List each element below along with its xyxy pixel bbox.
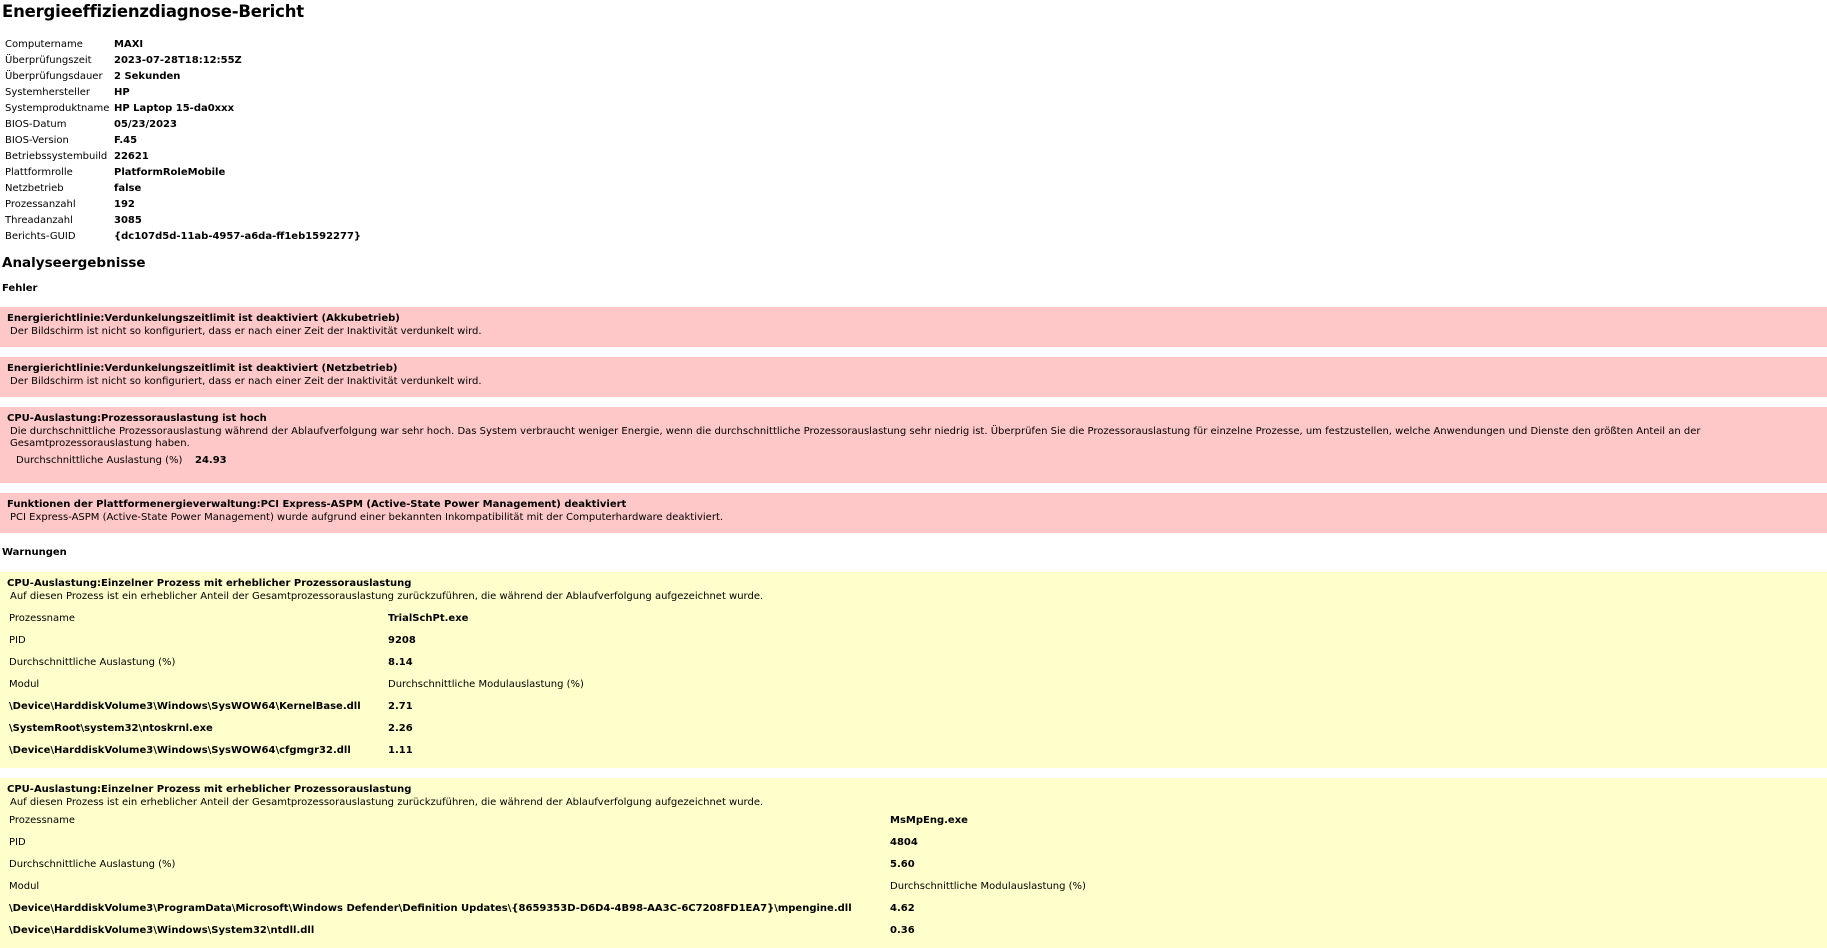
info-row xyxy=(5,37,361,53)
row-value: 9208 xyxy=(388,634,416,646)
metric-value: 24.93 xyxy=(195,455,227,466)
row-value: Durchschnittliche Modulauslastung (%) xyxy=(388,678,584,690)
row-label: Prozessname xyxy=(9,814,76,826)
error-title: Energierichtlinie:Verdunkelungszeitlimit ist deaktiviert (Akkubetrieb) xyxy=(7,313,400,324)
system-info-table xyxy=(5,37,361,245)
info-label: Computername xyxy=(5,39,83,50)
info-label: Überprüfungsdauer xyxy=(5,71,103,82)
info-value: 05/23/2023 xyxy=(114,119,177,130)
metric-row xyxy=(7,455,1820,466)
error-title: Funktionen der Plattformenergieverwaltung:PCI Express-ASPM (Active-State Power Management) deaktiviert xyxy=(7,499,627,510)
module-path: \Device\HarddiskVolume3\Windows\SysWOW64\cfgmgr32.dll xyxy=(9,744,351,756)
errors-heading: Fehler xyxy=(2,283,38,294)
row-value: Durchschnittliche Modulauslastung (%) xyxy=(890,880,1086,892)
table-row xyxy=(9,673,584,695)
info-label: Netzbetrieb xyxy=(5,183,64,194)
info-value: PlatformRoleMobile xyxy=(114,167,226,178)
warning-title: CPU-Auslastung:Einzelner Prozess mit erheblicher Prozessorauslastung xyxy=(7,578,412,589)
info-value: F.45 xyxy=(114,135,138,146)
error-title: Energierichtlinie:Verdunkelungszeitlimit ist deaktiviert (Netzbetrieb) xyxy=(7,363,398,374)
table-row xyxy=(9,607,584,629)
row-label: Modul xyxy=(9,880,40,892)
error-description: Der Bildschirm ist nicht so konfiguriert, dass er nach einer Zeit der Inaktivität verdunkelt wird. xyxy=(10,326,482,337)
module-path: \Device\HarddiskVolume3\Windows\System32\ntdll.dll xyxy=(9,924,315,936)
table-row xyxy=(9,651,584,673)
info-row xyxy=(5,181,361,197)
table-row xyxy=(9,853,1086,875)
row-value: 5.60 xyxy=(890,858,915,870)
info-label: Systemproduktname xyxy=(5,103,110,114)
info-label: Threadanzahl xyxy=(5,215,73,226)
table-row xyxy=(9,717,584,739)
row-label: Durchschnittliche Auslastung (%) xyxy=(9,858,176,870)
info-row xyxy=(5,101,361,117)
table-row xyxy=(9,897,1086,919)
row-value: TrialSchPt.exe xyxy=(388,612,469,624)
table-row xyxy=(9,809,1086,831)
error-item xyxy=(0,407,1827,483)
error-title: CPU-Auslastung:Prozessorauslastung ist hoch xyxy=(7,413,267,424)
warning-item xyxy=(0,778,1827,948)
info-value: 2023-07-28T18:12:55Z xyxy=(114,55,242,66)
info-label: Betriebssystembuild xyxy=(5,151,108,162)
info-label: Plattformrolle xyxy=(5,167,73,178)
row-value: 8.14 xyxy=(388,656,413,668)
info-value: 3085 xyxy=(114,215,142,226)
row-label: PID xyxy=(9,634,26,646)
error-description: Die durchschnittliche Prozessorauslastung während der Ablaufverfolgung war sehr hoch. Das System verbraucht weniger Energie, wenn die durchschnittliche Prozessorauslastung sehr niedrig ist. Überprüfen Sie die Prozessorauslastung für einzelne Prozesse, um festzustellen, welche Anwendungen und Dienste den größten Anteil an der Gesamtprozessorauslastung haben. xyxy=(10,426,1701,449)
info-row xyxy=(5,117,361,133)
info-row xyxy=(5,197,361,213)
info-value: MAXI xyxy=(114,39,144,50)
module-value: 0.36 xyxy=(890,924,915,936)
page-title: Energieeffizienzdiagnose-Bericht xyxy=(2,2,304,21)
error-item xyxy=(0,493,1827,533)
info-label: Prozessanzahl xyxy=(5,199,76,210)
info-value: 192 xyxy=(114,199,135,210)
process-table xyxy=(9,809,1086,941)
warning-item xyxy=(0,572,1827,768)
error-description: Der Bildschirm ist nicht so konfiguriert, dass er nach einer Zeit der Inaktivität verdunkelt wird. xyxy=(10,376,482,387)
row-label: PID xyxy=(9,836,26,848)
row-value: 4804 xyxy=(890,836,918,848)
module-path: \Device\HarddiskVolume3\ProgramData\Microsoft\Windows Defender\Definition Updates\{8659353D-D6D4-4B98-AA3C-6C7208FD1EA7}\mpengine.dll xyxy=(9,902,852,914)
table-row xyxy=(9,831,1086,853)
info-label: BIOS-Version xyxy=(5,135,69,146)
table-row xyxy=(9,629,584,651)
process-table xyxy=(9,607,584,761)
info-value: HP xyxy=(114,87,130,98)
table-row xyxy=(9,919,1086,941)
module-value: 4.62 xyxy=(890,902,915,914)
info-row xyxy=(5,85,361,101)
metric-label: Durchschnittliche Auslastung (%) xyxy=(16,455,183,466)
info-label: Überprüfungszeit xyxy=(5,55,92,66)
module-value: 1.11 xyxy=(388,744,413,756)
table-row xyxy=(9,739,584,761)
warning-description: Auf diesen Prozess ist ein erheblicher Anteil der Gesamtprozessorauslastung zurückzuführen, die während der Ablaufverfolgung aufgezeichnet wurde. xyxy=(10,591,764,602)
row-label: Prozessname xyxy=(9,612,76,624)
module-path: \Device\HarddiskVolume3\Windows\SysWOW64\KernelBase.dll xyxy=(9,700,361,712)
error-description: PCI Express-ASPM (Active-State Power Management) wurde aufgrund einer bekannten Inkompatibilität mit der Computerhardware deaktiviert. xyxy=(10,512,724,523)
module-path: \SystemRoot\system32\ntoskrnl.exe xyxy=(9,722,213,734)
module-value: 2.26 xyxy=(388,722,413,734)
module-value: 2.71 xyxy=(388,700,413,712)
info-row xyxy=(5,149,361,165)
info-value: 22621 xyxy=(114,151,149,162)
row-label: Durchschnittliche Auslastung (%) xyxy=(9,656,176,668)
error-item xyxy=(0,307,1827,347)
warning-description: Auf diesen Prozess ist ein erheblicher Anteil der Gesamtprozessorauslastung zurückzuführen, die während der Ablaufverfolgung aufgezeichnet wurde. xyxy=(10,797,764,808)
row-value: MsMpEng.exe xyxy=(890,814,968,826)
table-row xyxy=(9,695,584,717)
info-row xyxy=(5,165,361,181)
info-value: HP Laptop 15-da0xxx xyxy=(114,103,235,114)
info-label: Berichts-GUID xyxy=(5,231,76,242)
info-row xyxy=(5,53,361,69)
table-row xyxy=(9,875,1086,897)
info-value: false xyxy=(114,183,142,194)
info-row xyxy=(5,213,361,229)
info-label: BIOS-Datum xyxy=(5,119,67,130)
analysis-heading: Analyseergebnisse xyxy=(2,255,146,271)
info-row xyxy=(5,229,361,245)
info-value: 2 Sekunden xyxy=(114,71,181,82)
row-label: Modul xyxy=(9,678,40,690)
warnings-heading: Warnungen xyxy=(2,547,67,558)
info-label: Systemhersteller xyxy=(5,87,90,98)
error-item xyxy=(0,357,1827,397)
warning-title: CPU-Auslastung:Einzelner Prozess mit erheblicher Prozessorauslastung xyxy=(7,784,412,795)
info-row xyxy=(5,133,361,149)
info-value: {dc107d5d-11ab-4957-a6da-ff1eb1592277} xyxy=(114,231,362,242)
info-row xyxy=(5,69,361,85)
